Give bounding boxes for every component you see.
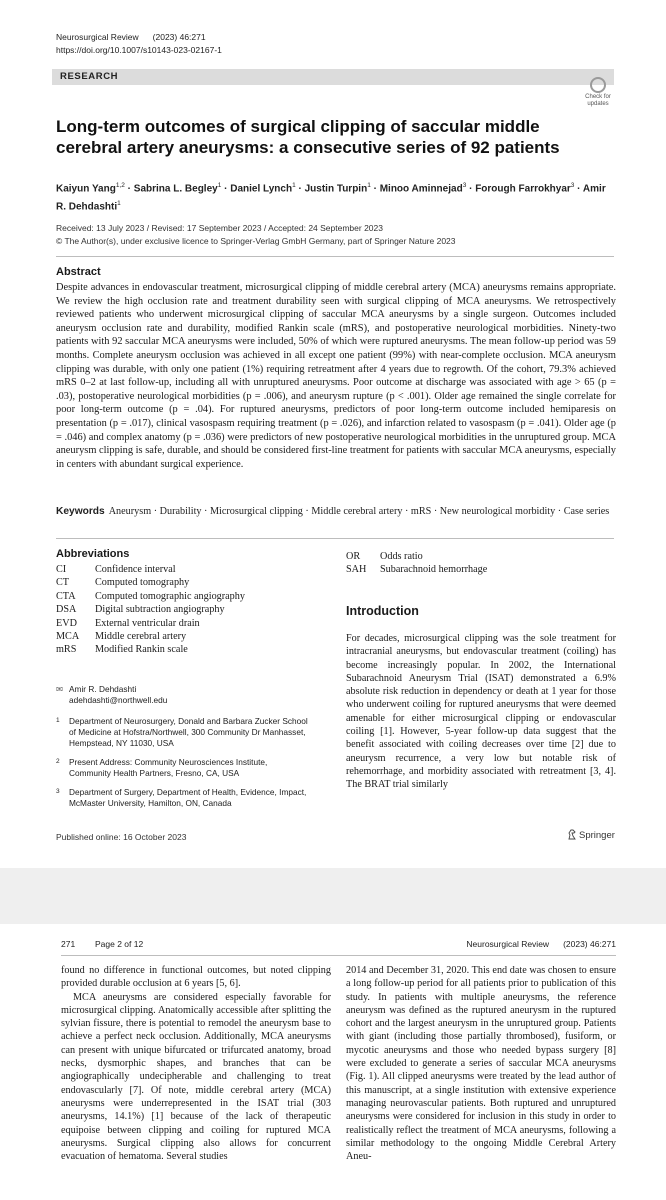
right-column: [346, 964, 616, 1163]
abbreviation-row: [56, 576, 245, 589]
published-date: Published online: 16 October 2023: [56, 832, 187, 842]
introduction-text: [346, 632, 616, 792]
abbreviation-term: mRS: [56, 644, 77, 656]
abbreviation-definition: Modified Rankin scale: [95, 644, 188, 656]
check-for-updates-icon: [590, 77, 606, 93]
section-bar: [52, 69, 614, 85]
affiliation: [56, 757, 326, 779]
abbreviation-definition: Confidence interval: [95, 564, 176, 575]
abbreviation-definition: Digital subtraction angiography: [95, 604, 225, 616]
abbreviation-definition: Computed tomographic angiography: [95, 590, 245, 602]
abbreviation-row: [56, 643, 245, 656]
affiliation: [56, 716, 326, 749]
paragraph: found no difference in functional outcomes, but noted clipping provided durable occlusion at 6 years [5, 6].: [61, 965, 331, 990]
abstract-heading: Abstract: [56, 266, 101, 278]
divider: [61, 955, 616, 956]
author-affiliation-marker: 1: [367, 182, 371, 189]
page-label: Page 2 of 12: [95, 939, 144, 949]
abbreviation-row: [56, 603, 245, 616]
abbreviation-definition: Odds ratio: [380, 551, 423, 562]
copyright-notice: © The Author(s), under exclusive licence to Springer-Verlag GmbH Germany, part of Springer Nature 2023: [56, 236, 456, 246]
check-for-updates-badge[interactable]: [582, 77, 614, 107]
journal-volume-2: (2023) 46:271: [563, 939, 616, 949]
doi-link[interactable]: https://doi.org/10.1007/s10143-023-02167-1: [56, 45, 222, 55]
author-affiliation-marker: 1: [117, 200, 121, 208]
author-name[interactable]: Amir R. Dehdashti: [56, 183, 606, 213]
affiliation-text: Present Address: Community Neurosciences Institute, Community Health Partners, Fresno, CA, USA: [69, 757, 268, 778]
keywords-label: Keywords: [56, 506, 105, 517]
affiliation-text: Department of Neurosurgery, Donald and Barbara Zucker School of Medicine at Hofstra/Northwell, 300 Community Dr Manhasset, Hempstead, NY 11030, USA: [69, 716, 308, 748]
abbreviations-heading: Abbreviations: [56, 548, 130, 560]
abbreviation-term: CTA: [56, 590, 76, 602]
abbreviation-term: DSA: [56, 604, 77, 616]
badge-line1: Check for: [585, 94, 611, 100]
abbreviation-row: [56, 590, 245, 603]
abbreviation-row: [346, 550, 487, 563]
corresponding-author: [56, 684, 326, 706]
author-separator: ·: [574, 183, 583, 195]
author-name[interactable]: Minoo Aminnejad: [379, 183, 463, 195]
author-name[interactable]: Justin Turpin: [304, 183, 368, 195]
affiliation-number: 3: [56, 788, 60, 795]
author-affiliation-marker: 3: [570, 182, 575, 189]
abbreviation-row: [56, 617, 245, 630]
author-affiliation-marker: 1: [292, 182, 296, 189]
envelope-icon: ✉: [56, 684, 63, 694]
abbreviation-term: CT: [56, 577, 70, 589]
abbreviation-definition: Subarachnoid hemorrhage: [380, 564, 488, 576]
keywords-list: Aneurysm · Durability · Microsurgical clipping · Middle cerebral artery · mRS · New neurological morbidity · Case series: [108, 506, 610, 517]
author-separator: ·: [466, 183, 476, 195]
journal-header-2: [466, 939, 616, 949]
abbreviation-definition: Middle cerebral artery: [95, 631, 187, 643]
abbreviation-definition: External ventricular drain: [95, 617, 200, 629]
keywords: [56, 505, 616, 518]
abbreviation-term: CI: [56, 564, 67, 575]
author-separator: ·: [295, 183, 305, 195]
abbreviation-term: SAH: [346, 564, 367, 576]
author-email[interactable]: adehdashti@northwell.edu: [69, 695, 168, 705]
journal-name: Neurosurgical Review: [56, 32, 139, 42]
author-name[interactable]: Forough Farrokhyar: [475, 183, 571, 195]
abbreviation-definition: Computed tomography: [95, 577, 190, 589]
abstract-paragraph: Despite advances in endovascular treatment, microsurgical clipping of middle cerebral artery (MCA) aneurysms remains appropriate. We review the high occlusion rate and treatment durability seen with surgical clipping of MCA aneurysms. We retrospectively reviewed patients who underwent microsurgical clipping of saccular MCA aneurysms by a single surgeon. Outcomes included aneurysm occlusion rate and durability, modified Rankin scale (mRS), and postoperative neurological morbidities. Ninety-two patients with 92 saccular MCA aneurysms were included, 50% of which were ruptured aneurysms. The mean follow-up period was 59 months. Complete aneurysm occlusion was achieved in all except one patient (99%) with near-complete occlusion. MCA aneurysm clipping was durable, with only one patient (1%) requiring retreatment after 4 years due to regrowth. Of the cohort, 79.3% achieved mRS 0–2 at last follow-up, including all with unruptured aneurysms. Poor outcome at discharge was associated with age > 65 (p = .03), postoperative neurological morbidities (p = .006), and aneurysm rupture (p < .001). Older age remained the single correlate for poor long-term outcome (p = .04). For ruptured aneurysms, predictors of poor long-term outcome included hemiparesis on presentation (p = .017), clinical vasospasm requiring treatment (p = .026), and infarction related to vasospasm (p = .041). Older age (p = .046) and complex anatomy (p = .036) were predictors of new postoperative neurological morbidities in the unruptured group. MCA aneurysm clipping is safe, durable, and should be considered first-line treatment for patients with saccular MCA aneurysms, especially in centers with abundant surgical experience.: [56, 282, 616, 470]
affiliation: [56, 787, 326, 809]
affiliation-text: Department of Surgery, Department of Health, Evidence, Impact, McMaster University, Hamilton, ON, Canada: [69, 787, 307, 808]
article-title: Long-term outcomes of surgical clipping of saccular middle cerebral artery aneurysms: a consecutive series of 92 patients: [56, 117, 560, 157]
author-affiliation-marker: 1,2: [115, 182, 125, 189]
section-label: RESEARCH: [60, 71, 119, 82]
abbreviation-row: [56, 630, 245, 643]
affiliation-number: 2: [56, 758, 60, 765]
page-2-header: [61, 939, 616, 951]
divider: [56, 538, 614, 539]
received-dates: Received: 13 July 2023 / Revised: 17 September 2023 / Accepted: 24 September 2023: [56, 223, 383, 233]
badge-line2: updates: [587, 101, 609, 107]
introduction-paragraph: For decades, microsurgical clipping was the sole treatment for intracranial aneurysms, but endovascular treatment (coiling) has become increasingly popular. In 2002, the International Subarachnoid Aneurysm Trial (ISAT) demonstrated a 6.9% absolute risk reduction in dependency or death at 1 year for those who underwent coiling for ruptured aneurysms that were deemed amenable for either microsurgical clipping or endovascular coiling [1]. However, 5-year follow-up data suggest that the benefit associated with coiling decreases over time [2] due to aneurysm recurrence, a very low but notable risk of rehemorrhage, and morbidity associated with retreatment [3, 4]. The BRAT trial similarly: [346, 633, 616, 791]
abbreviation-row: [56, 563, 245, 576]
corresponding-author-name: Amir R. Dehdashti: [69, 684, 137, 694]
springer-horse-icon: [567, 829, 577, 840]
author-affiliation-marker: 3: [462, 182, 467, 189]
publisher-name: Springer: [579, 830, 615, 841]
abstract-text: [56, 281, 616, 471]
divider: [56, 256, 614, 257]
abbreviation-row: [346, 563, 487, 576]
abbreviation-term: EVD: [56, 617, 77, 629]
abbreviations-list-right: [346, 550, 487, 577]
affiliations: [56, 716, 326, 817]
introduction-heading: Introduction: [346, 604, 419, 618]
author-name[interactable]: Daniel Lynch: [230, 183, 293, 195]
journal-header: [56, 32, 206, 42]
abbreviation-term: OR: [346, 551, 361, 562]
author-name[interactable]: Kaiyun Yang: [56, 183, 116, 195]
author-name[interactable]: Sabrina L. Begley: [133, 183, 218, 195]
paragraph: MCA aneurysms are considered especially favorable for microsurgical clipping. Anatomically accessible after splitting the sylvian fissure, there is potential to remodel the aneurysm base to achieve a perfect neck occlusion. Additionally, MCA aneurysms can present with unique bifurcated or trifurcated anatomy, broad necks, dysmorphic shapes, and branches that can be angiographically undecipherable and challenging to treat endovascularly [7]. Of note, middle cerebral artery (MCA) aneurysms were underrepresented in the ISAT trial (303 aneurysms, 14.1%) [1] because of the lack of therapeutic equipoise between clipping and coiling for ruptured MCA aneurysms. Surgical clipping also allows for concurrent evacuation of hematoma. Several studies: [61, 991, 331, 1163]
publisher-logo: [567, 829, 615, 841]
author-separator: ·: [221, 183, 231, 195]
abbreviations-list: [56, 563, 245, 657]
author-separator: ·: [124, 183, 134, 195]
author-separator: ·: [370, 183, 380, 195]
paragraph: 2014 and December 31, 2020. This end date was chosen to ensure a long follow-up period for all patients prior to publication of this study. In patients with multiple aneurysms, the reference aneurysm was defined as the ruptured aneurysm in the ruptured cohort and the largest aneurysm in the unruptured group. Patients with giant (including those partially thrombosed), fusiform, or mycotic aneurysms and those who needed bypass surgery [8] were excluded to generate a series of saccular MCA aneurysms (Fig. 1). All clipped aneurysms were treated by the lead author of this manuscript, at a single institution with extensive experience managing neurovascular patients. Both ruptured and unruptured aneurysms were considered for inclusion in this study in order to realistically reflect the treatment of MCA aneurysms, following a similar methodology to the ongoing Middle Cerebral Artery Aneu-: [346, 965, 616, 1163]
author-affiliation-marker: 1: [217, 182, 222, 189]
left-column: [61, 964, 331, 1163]
journal-volume: (2023) 46:271: [152, 32, 206, 42]
abbreviation-term: MCA: [56, 631, 80, 643]
page-2: [0, 924, 666, 1200]
author-list: [56, 178, 616, 215]
journal-name-2: Neurosurgical Review: [466, 939, 550, 949]
affiliation-number: 1: [56, 717, 60, 724]
page-number: 271: [61, 939, 76, 949]
